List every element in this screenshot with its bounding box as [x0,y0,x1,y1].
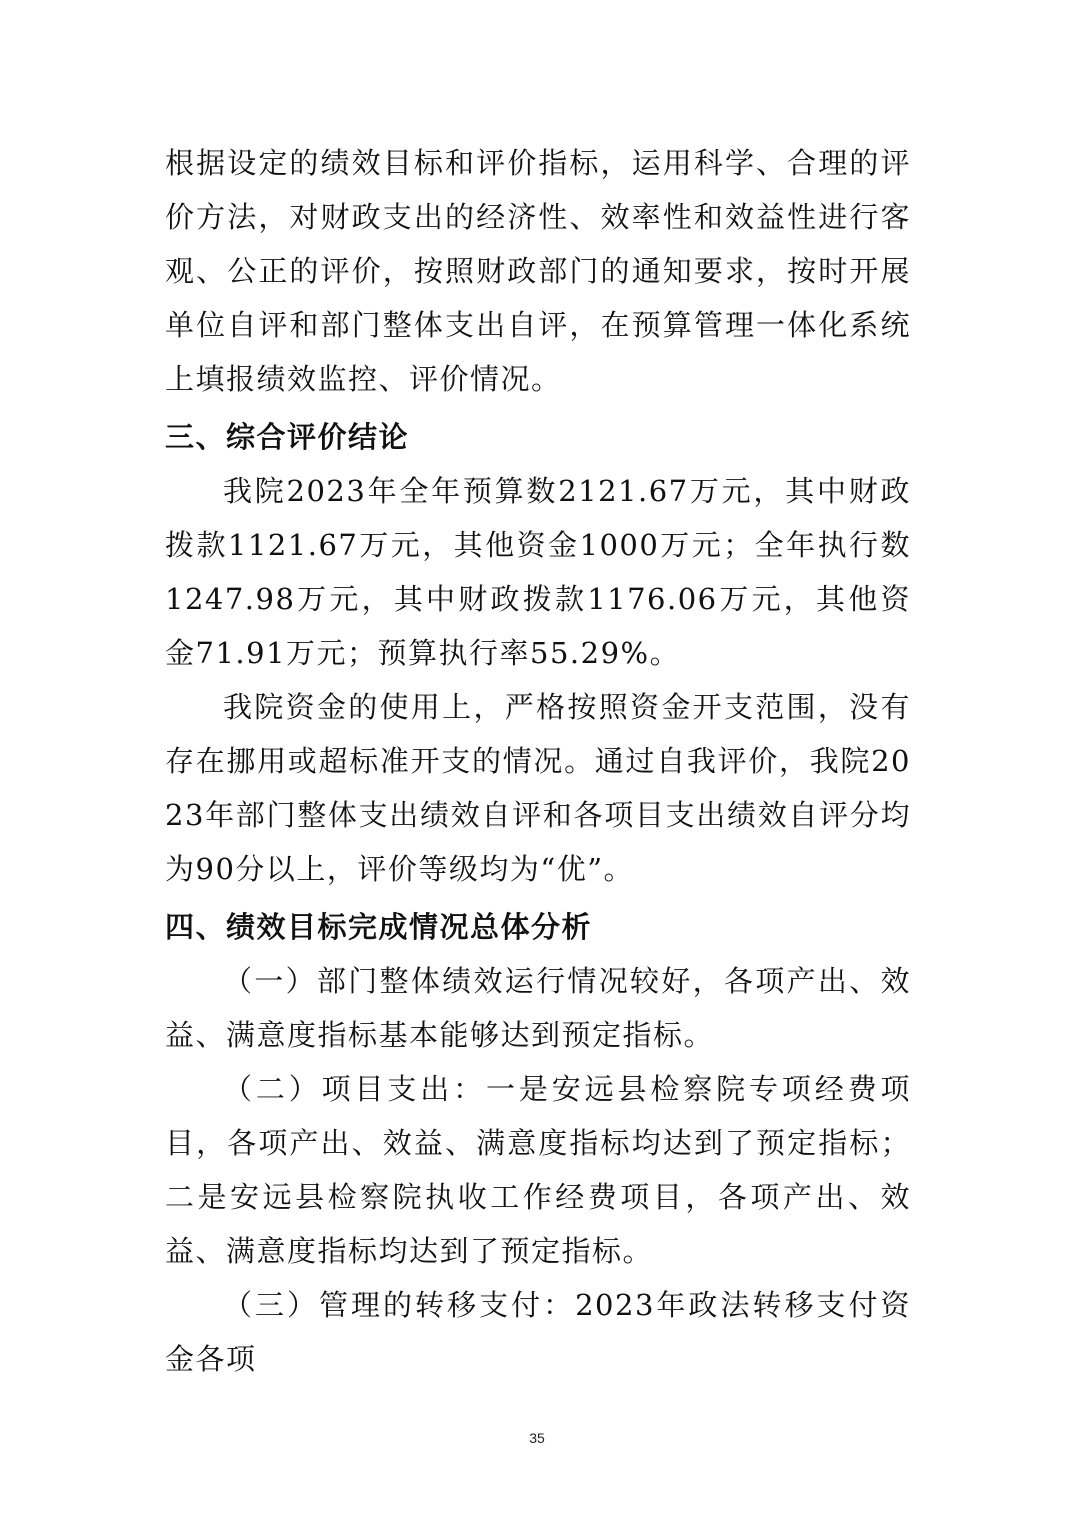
paragraph-item-3: （三）管理的转移支付：2023年政法转移支付资金各项 [165,1288,911,1376]
paragraph-item-1: （一）部门整体绩效运行情况较好，各项产出、效益、满意度指标基本能够达到预定指标。 [165,964,911,1052]
document-body [165,136,911,1386]
paragraph-budget-summary: 我院2023年全年预算数2121.67万元，其中财政拨款1121.67万元，其他资金1000万元；全年执行数1247.98万元，其中财政拨款1176.06万元，其他资金71.91万元；预算执行率55.29%。 [165,474,911,670]
paragraph-item-2: （二）项目支出：一是安远县检察院专项经费项目，各项产出、效益、满意度指标均达到了预定指标；二是安远县检察院执收工作经费项目，各项产出、效益、满意度指标均达到了预定指标。 [165,1072,911,1268]
section-heading-3: 三、综合评价结论 [165,420,410,454]
paragraph-funds-usage: 我院资金的使用上，严格按照资金开支范围，没有存在挪用或超标准开支的情况。通过自我评价，我院2023年部门整体支出绩效自评和各项目支出绩效自评分均为90分以上，评价等级均为“优”。 [165,690,911,886]
page-number: 35 [529,1430,545,1446]
paragraph-evaluation-method: 根据设定的绩效目标和评价指标，运用科学、合理的评价方法，对财政支出的经济性、效率性和效益性进行客观、公正的评价，按照财政部门的通知要求，按时开展单位自评和部门整体支出自评，在预算管理一体化系统上填报绩效监控、评价情况。 [165,146,911,396]
section-heading-4: 四、绩效目标完成情况总体分析 [165,910,593,944]
